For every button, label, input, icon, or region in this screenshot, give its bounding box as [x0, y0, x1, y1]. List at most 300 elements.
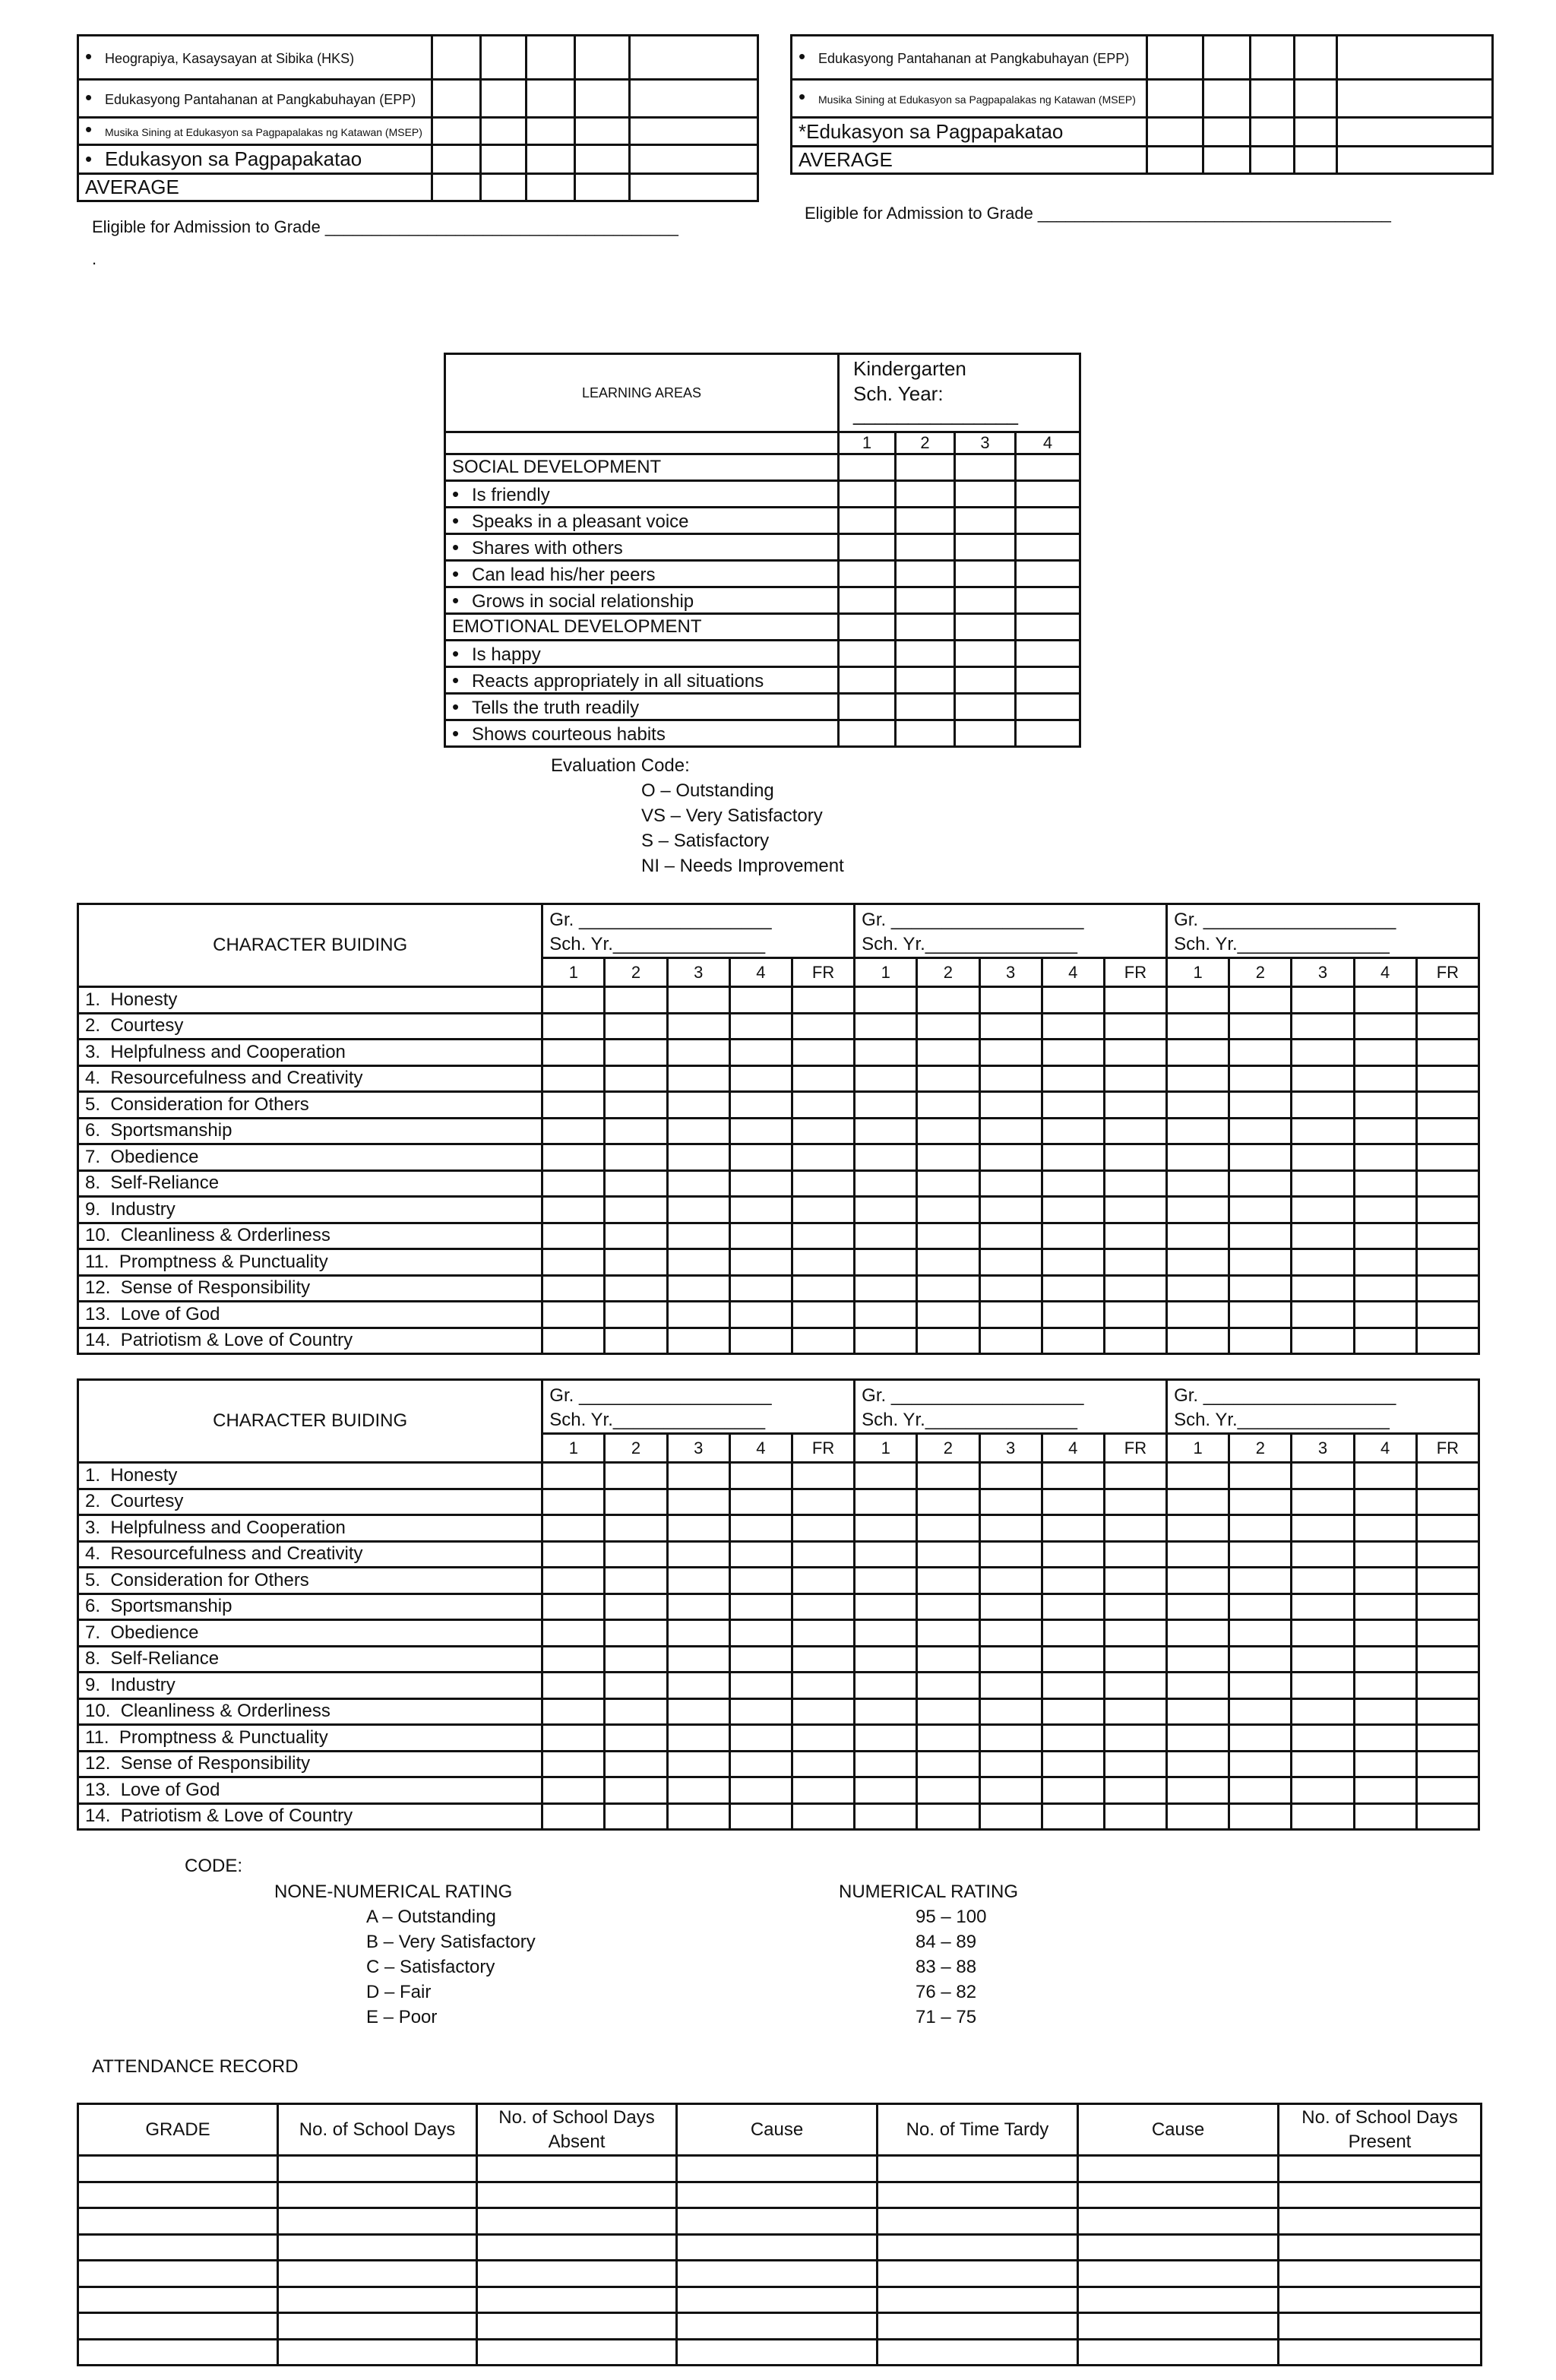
rating-cell[interactable] [1229, 1092, 1292, 1119]
rating-cell[interactable] [896, 454, 955, 481]
rating-cell[interactable] [855, 1092, 917, 1119]
grade-cell[interactable] [1203, 147, 1251, 174]
rating-cell[interactable] [605, 1673, 667, 1699]
rating-cell[interactable] [667, 1489, 729, 1515]
rating-cell[interactable] [896, 667, 955, 694]
rating-cell[interactable] [955, 561, 1016, 587]
rating-cell[interactable] [1167, 1777, 1229, 1804]
rating-cell[interactable] [1104, 1463, 1166, 1489]
rating-cell[interactable] [1042, 1275, 1104, 1302]
grade-cell[interactable] [1147, 36, 1203, 80]
rating-cell[interactable] [1292, 1328, 1354, 1354]
rating-cell[interactable] [1042, 1541, 1104, 1568]
rating-cell[interactable] [1416, 1065, 1479, 1092]
rating-cell[interactable] [1354, 1197, 1416, 1223]
rating-cell[interactable] [1167, 1144, 1229, 1171]
rating-cell[interactable] [979, 1223, 1042, 1249]
rating-cell[interactable] [1292, 1170, 1354, 1197]
attendance-cell[interactable] [1279, 2261, 1482, 2287]
rating-cell[interactable] [542, 1698, 605, 1725]
rating-cell[interactable] [792, 1620, 854, 1647]
rating-cell[interactable] [839, 641, 896, 667]
attendance-cell[interactable] [477, 2208, 677, 2235]
rating-cell[interactable] [979, 1698, 1042, 1725]
rating-cell[interactable] [1292, 1594, 1354, 1620]
rating-cell[interactable] [855, 1463, 917, 1489]
rating-cell[interactable] [917, 1594, 979, 1620]
rating-cell[interactable] [1229, 1515, 1292, 1542]
rating-cell[interactable] [667, 1249, 729, 1276]
rating-cell[interactable] [1292, 1698, 1354, 1725]
rating-cell[interactable] [1354, 1249, 1416, 1276]
rating-cell[interactable] [792, 1803, 854, 1830]
rating-cell[interactable] [855, 1725, 917, 1752]
rating-cell[interactable] [1354, 1302, 1416, 1328]
grade-cell[interactable] [1251, 36, 1295, 80]
rating-cell[interactable] [1104, 1013, 1166, 1040]
rating-cell[interactable] [792, 1275, 854, 1302]
attendance-cell[interactable] [1078, 2339, 1279, 2366]
grade-cell[interactable] [575, 80, 630, 118]
rating-cell[interactable] [1354, 1515, 1416, 1542]
attendance-cell[interactable] [278, 2261, 477, 2287]
rating-cell[interactable] [1229, 1751, 1292, 1777]
rating-cell[interactable] [1354, 1568, 1416, 1594]
rating-cell[interactable] [667, 1515, 729, 1542]
rating-cell[interactable] [1104, 1275, 1166, 1302]
rating-cell[interactable] [729, 1777, 792, 1804]
rating-cell[interactable] [1042, 1725, 1104, 1752]
rating-cell[interactable] [917, 1197, 979, 1223]
rating-cell[interactable] [979, 1249, 1042, 1276]
grade-cell[interactable] [432, 36, 481, 80]
attendance-cell[interactable] [477, 2182, 677, 2208]
attendance-cell[interactable] [1078, 2313, 1279, 2340]
rating-cell[interactable] [729, 1698, 792, 1725]
rating-cell[interactable] [855, 1040, 917, 1066]
attendance-cell[interactable] [78, 2261, 278, 2287]
rating-cell[interactable] [1229, 1646, 1292, 1673]
attendance-cell[interactable] [477, 2234, 677, 2261]
rating-cell[interactable] [792, 1594, 854, 1620]
rating-cell[interactable] [979, 1463, 1042, 1489]
rating-cell[interactable] [1229, 1541, 1292, 1568]
rating-cell[interactable] [917, 1568, 979, 1594]
rating-cell[interactable] [896, 587, 955, 614]
rating-cell[interactable] [1016, 614, 1080, 641]
rating-cell[interactable] [1292, 1646, 1354, 1673]
rating-cell[interactable] [917, 1777, 979, 1804]
rating-cell[interactable] [1167, 1092, 1229, 1119]
rating-cell[interactable] [605, 1144, 667, 1171]
rating-cell[interactable] [1416, 1620, 1479, 1647]
rating-cell[interactable] [1042, 1489, 1104, 1515]
rating-cell[interactable] [1416, 1646, 1479, 1673]
rating-cell[interactable] [1292, 1197, 1354, 1223]
rating-cell[interactable] [792, 1725, 854, 1752]
rating-cell[interactable] [542, 1144, 605, 1171]
attendance-cell[interactable] [878, 2287, 1078, 2313]
rating-cell[interactable] [1104, 1725, 1166, 1752]
rating-cell[interactable] [917, 1118, 979, 1144]
rating-cell[interactable] [729, 1751, 792, 1777]
rating-cell[interactable] [979, 1197, 1042, 1223]
rating-cell[interactable] [896, 614, 955, 641]
rating-cell[interactable] [542, 1170, 605, 1197]
attendance-cell[interactable] [278, 2182, 477, 2208]
attendance-cell[interactable] [78, 2339, 278, 2366]
rating-cell[interactable] [605, 1040, 667, 1066]
rating-cell[interactable] [667, 1092, 729, 1119]
rating-cell[interactable] [1229, 1170, 1292, 1197]
rating-cell[interactable] [1167, 1302, 1229, 1328]
grade-cell[interactable] [481, 118, 527, 145]
rating-cell[interactable] [855, 1170, 917, 1197]
grade-cell[interactable] [630, 118, 758, 145]
rating-cell[interactable] [1042, 1673, 1104, 1699]
rating-cell[interactable] [855, 1144, 917, 1171]
rating-cell[interactable] [1167, 1725, 1229, 1752]
rating-cell[interactable] [1354, 1698, 1416, 1725]
rating-cell[interactable] [1354, 1040, 1416, 1066]
attendance-cell[interactable] [677, 2287, 878, 2313]
rating-cell[interactable] [667, 1725, 729, 1752]
rating-cell[interactable] [1104, 1620, 1166, 1647]
rating-cell[interactable] [855, 1777, 917, 1804]
rating-cell[interactable] [729, 1223, 792, 1249]
rating-cell[interactable] [917, 1223, 979, 1249]
rating-cell[interactable] [955, 534, 1016, 561]
attendance-cell[interactable] [878, 2182, 1078, 2208]
rating-cell[interactable] [1042, 1620, 1104, 1647]
rating-cell[interactable] [839, 667, 896, 694]
attendance-cell[interactable] [477, 2287, 677, 2313]
rating-cell[interactable] [979, 1013, 1042, 1040]
rating-cell[interactable] [855, 1541, 917, 1568]
rating-cell[interactable] [1416, 1040, 1479, 1066]
rating-cell[interactable] [1416, 987, 1479, 1014]
grade-cell[interactable] [1337, 36, 1493, 80]
rating-cell[interactable] [729, 1013, 792, 1040]
rating-cell[interactable] [729, 1646, 792, 1673]
rating-cell[interactable] [1104, 1118, 1166, 1144]
rating-cell[interactable] [839, 561, 896, 587]
rating-cell[interactable] [839, 508, 896, 534]
grade-cell[interactable] [481, 80, 527, 118]
rating-cell[interactable] [1229, 1620, 1292, 1647]
rating-cell[interactable] [917, 1144, 979, 1171]
rating-cell[interactable] [1042, 1223, 1104, 1249]
rating-cell[interactable] [542, 1803, 605, 1830]
rating-cell[interactable] [1042, 1803, 1104, 1830]
rating-cell[interactable] [667, 1275, 729, 1302]
rating-cell[interactable] [855, 1515, 917, 1542]
rating-cell[interactable] [855, 1673, 917, 1699]
grade-cell[interactable] [1295, 36, 1337, 80]
rating-cell[interactable] [1416, 1013, 1479, 1040]
grade-cell[interactable] [481, 174, 527, 201]
rating-cell[interactable] [1292, 1118, 1354, 1144]
rating-cell[interactable] [1292, 1302, 1354, 1328]
rating-cell[interactable] [1167, 1065, 1229, 1092]
rating-cell[interactable] [667, 1170, 729, 1197]
rating-cell[interactable] [605, 1803, 667, 1830]
rating-cell[interactable] [792, 1751, 854, 1777]
rating-cell[interactable] [1354, 1275, 1416, 1302]
rating-cell[interactable] [1167, 1197, 1229, 1223]
grade-cell[interactable] [527, 174, 575, 201]
rating-cell[interactable] [1292, 1568, 1354, 1594]
rating-cell[interactable] [729, 1040, 792, 1066]
rating-cell[interactable] [1042, 1328, 1104, 1354]
rating-cell[interactable] [979, 1777, 1042, 1804]
rating-cell[interactable] [1229, 1118, 1292, 1144]
rating-cell[interactable] [896, 561, 955, 587]
rating-cell[interactable] [1416, 1223, 1479, 1249]
grade-cell[interactable] [1337, 118, 1493, 147]
rating-cell[interactable] [605, 1515, 667, 1542]
attendance-cell[interactable] [1078, 2182, 1279, 2208]
attendance-cell[interactable] [78, 2234, 278, 2261]
grade-cell[interactable] [1147, 80, 1203, 118]
rating-cell[interactable] [667, 1463, 729, 1489]
rating-cell[interactable] [839, 694, 896, 720]
rating-cell[interactable] [1416, 1673, 1479, 1699]
rating-cell[interactable] [1167, 1698, 1229, 1725]
rating-cell[interactable] [1354, 1144, 1416, 1171]
rating-cell[interactable] [1292, 1275, 1354, 1302]
rating-cell[interactable] [729, 1489, 792, 1515]
rating-cell[interactable] [542, 1275, 605, 1302]
rating-cell[interactable] [729, 1673, 792, 1699]
rating-cell[interactable] [1292, 1065, 1354, 1092]
attendance-cell[interactable] [278, 2156, 477, 2182]
rating-cell[interactable] [542, 1013, 605, 1040]
rating-cell[interactable] [1416, 1541, 1479, 1568]
rating-cell[interactable] [1354, 1065, 1416, 1092]
rating-cell[interactable] [1229, 1698, 1292, 1725]
rating-cell[interactable] [979, 1620, 1042, 1647]
rating-cell[interactable] [855, 1751, 917, 1777]
rating-cell[interactable] [1104, 1144, 1166, 1171]
rating-cell[interactable] [1292, 1249, 1354, 1276]
grade-cell[interactable] [630, 80, 758, 118]
rating-cell[interactable] [1229, 1249, 1292, 1276]
rating-cell[interactable] [839, 587, 896, 614]
rating-cell[interactable] [1167, 1803, 1229, 1830]
rating-cell[interactable] [979, 1568, 1042, 1594]
rating-cell[interactable] [667, 1541, 729, 1568]
rating-cell[interactable] [917, 1646, 979, 1673]
rating-cell[interactable] [855, 1197, 917, 1223]
grade-cell[interactable] [432, 80, 481, 118]
grade-cell[interactable] [575, 118, 630, 145]
rating-cell[interactable] [1354, 1620, 1416, 1647]
rating-cell[interactable] [1104, 1302, 1166, 1328]
rating-cell[interactable] [1292, 1725, 1354, 1752]
rating-cell[interactable] [1292, 1463, 1354, 1489]
rating-cell[interactable] [917, 1698, 979, 1725]
attendance-cell[interactable] [278, 2313, 477, 2340]
rating-cell[interactable] [792, 1673, 854, 1699]
grade-cell[interactable] [1295, 80, 1337, 118]
rating-cell[interactable] [1354, 1328, 1416, 1354]
grade-cell[interactable] [1147, 147, 1203, 174]
rating-cell[interactable] [667, 987, 729, 1014]
rating-cell[interactable] [729, 1118, 792, 1144]
rating-cell[interactable] [792, 1698, 854, 1725]
rating-cell[interactable] [542, 1673, 605, 1699]
rating-cell[interactable] [1292, 1013, 1354, 1040]
rating-cell[interactable] [1104, 1594, 1166, 1620]
rating-cell[interactable] [917, 1673, 979, 1699]
rating-cell[interactable] [792, 1197, 854, 1223]
rating-cell[interactable] [1354, 1803, 1416, 1830]
attendance-cell[interactable] [78, 2287, 278, 2313]
rating-cell[interactable] [1167, 1463, 1229, 1489]
rating-cell[interactable] [605, 1568, 667, 1594]
rating-cell[interactable] [979, 1489, 1042, 1515]
grade-cell[interactable] [630, 145, 758, 174]
rating-cell[interactable] [1292, 1620, 1354, 1647]
rating-cell[interactable] [792, 1092, 854, 1119]
rating-cell[interactable] [1292, 1515, 1354, 1542]
rating-cell[interactable] [605, 1751, 667, 1777]
rating-cell[interactable] [839, 720, 896, 747]
rating-cell[interactable] [1292, 1144, 1354, 1171]
rating-cell[interactable] [542, 1065, 605, 1092]
rating-cell[interactable] [855, 1013, 917, 1040]
rating-cell[interactable] [667, 1040, 729, 1066]
rating-cell[interactable] [855, 1568, 917, 1594]
rating-cell[interactable] [1167, 1620, 1229, 1647]
grade-cell[interactable] [575, 36, 630, 80]
rating-cell[interactable] [729, 1302, 792, 1328]
rating-cell[interactable] [542, 1040, 605, 1066]
attendance-cell[interactable] [78, 2156, 278, 2182]
rating-cell[interactable] [979, 1118, 1042, 1144]
rating-cell[interactable] [729, 1144, 792, 1171]
rating-cell[interactable] [1292, 987, 1354, 1014]
rating-cell[interactable] [896, 694, 955, 720]
rating-cell[interactable] [1016, 481, 1080, 508]
grade-cell[interactable] [630, 36, 758, 80]
rating-cell[interactable] [855, 1646, 917, 1673]
attendance-cell[interactable] [1279, 2208, 1482, 2235]
rating-cell[interactable] [729, 1328, 792, 1354]
grade-cell[interactable] [1203, 36, 1251, 80]
rating-cell[interactable] [1416, 1302, 1479, 1328]
rating-cell[interactable] [1354, 1646, 1416, 1673]
rating-cell[interactable] [855, 1249, 917, 1276]
rating-cell[interactable] [792, 987, 854, 1014]
rating-cell[interactable] [1167, 1673, 1229, 1699]
attendance-cell[interactable] [677, 2261, 878, 2287]
rating-cell[interactable] [667, 1223, 729, 1249]
rating-cell[interactable] [979, 1725, 1042, 1752]
rating-cell[interactable] [1042, 1040, 1104, 1066]
rating-cell[interactable] [729, 1568, 792, 1594]
rating-cell[interactable] [1416, 1197, 1479, 1223]
rating-cell[interactable] [1292, 1751, 1354, 1777]
rating-cell[interactable] [1042, 1249, 1104, 1276]
rating-cell[interactable] [605, 1118, 667, 1144]
rating-cell[interactable] [1104, 1249, 1166, 1276]
rating-cell[interactable] [1167, 1489, 1229, 1515]
rating-cell[interactable] [792, 1170, 854, 1197]
rating-cell[interactable] [605, 1646, 667, 1673]
rating-cell[interactable] [896, 641, 955, 667]
rating-cell[interactable] [917, 1515, 979, 1542]
attendance-cell[interactable] [477, 2261, 677, 2287]
rating-cell[interactable] [979, 987, 1042, 1014]
rating-cell[interactable] [917, 1249, 979, 1276]
rating-cell[interactable] [667, 1065, 729, 1092]
rating-cell[interactable] [1042, 1197, 1104, 1223]
rating-cell[interactable] [1042, 1568, 1104, 1594]
rating-cell[interactable] [542, 1223, 605, 1249]
rating-cell[interactable] [729, 1170, 792, 1197]
rating-cell[interactable] [792, 1568, 854, 1594]
rating-cell[interactable] [542, 1489, 605, 1515]
rating-cell[interactable] [855, 1223, 917, 1249]
rating-cell[interactable] [1416, 1144, 1479, 1171]
rating-cell[interactable] [1229, 1328, 1292, 1354]
attendance-cell[interactable] [1279, 2287, 1482, 2313]
attendance-cell[interactable] [677, 2339, 878, 2366]
rating-cell[interactable] [1016, 667, 1080, 694]
rating-cell[interactable] [792, 1777, 854, 1804]
rating-cell[interactable] [792, 1489, 854, 1515]
rating-cell[interactable] [1416, 1118, 1479, 1144]
rating-cell[interactable] [542, 1092, 605, 1119]
rating-cell[interactable] [979, 1803, 1042, 1830]
rating-cell[interactable] [855, 1275, 917, 1302]
rating-cell[interactable] [542, 1515, 605, 1542]
grade-cell[interactable] [432, 145, 481, 174]
rating-cell[interactable] [1354, 1777, 1416, 1804]
rating-cell[interactable] [955, 641, 1016, 667]
rating-cell[interactable] [917, 1302, 979, 1328]
attendance-cell[interactable] [477, 2339, 677, 2366]
grade-cell[interactable] [575, 174, 630, 201]
rating-cell[interactable] [979, 1751, 1042, 1777]
rating-cell[interactable] [1167, 1275, 1229, 1302]
rating-cell[interactable] [542, 1646, 605, 1673]
rating-cell[interactable] [917, 1541, 979, 1568]
rating-cell[interactable] [839, 454, 896, 481]
attendance-cell[interactable] [878, 2261, 1078, 2287]
rating-cell[interactable] [917, 1803, 979, 1830]
rating-cell[interactable] [855, 1302, 917, 1328]
rating-cell[interactable] [605, 1092, 667, 1119]
rating-cell[interactable] [1416, 1489, 1479, 1515]
rating-cell[interactable] [1292, 1489, 1354, 1515]
attendance-cell[interactable] [1279, 2182, 1482, 2208]
rating-cell[interactable] [1229, 987, 1292, 1014]
rating-cell[interactable] [1016, 641, 1080, 667]
rating-cell[interactable] [1104, 1170, 1166, 1197]
rating-cell[interactable] [542, 1594, 605, 1620]
rating-cell[interactable] [1416, 1463, 1479, 1489]
rating-cell[interactable] [605, 1541, 667, 1568]
rating-cell[interactable] [605, 1328, 667, 1354]
rating-cell[interactable] [1416, 1328, 1479, 1354]
rating-cell[interactable] [1416, 1751, 1479, 1777]
rating-cell[interactable] [667, 1144, 729, 1171]
attendance-cell[interactable] [677, 2156, 878, 2182]
rating-cell[interactable] [1104, 1541, 1166, 1568]
